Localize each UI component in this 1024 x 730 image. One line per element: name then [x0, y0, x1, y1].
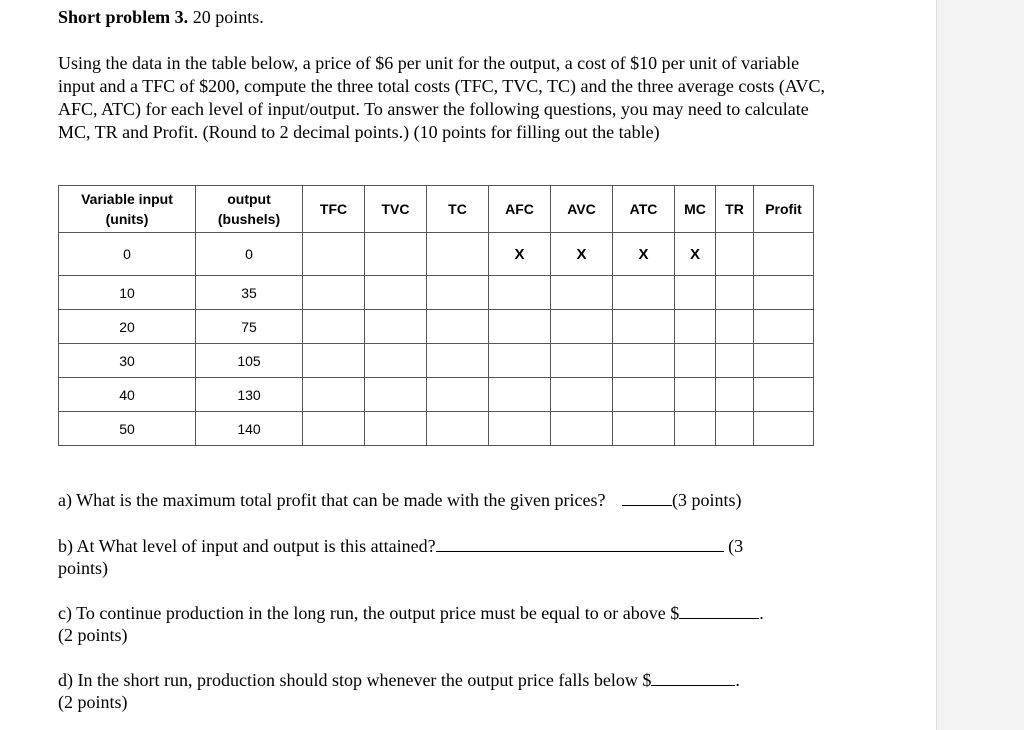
cell-profit[interactable] [754, 310, 814, 344]
cell-mc[interactable] [675, 344, 716, 378]
question-a: a) What is the maximum total profit that can be made with the given prices? (3 points) [58, 490, 742, 510]
question-d: d) In the short run, production should stop whenever the output price falls below $ . (2 points) [58, 670, 740, 712]
cell-output: 75 [196, 310, 303, 344]
table-row [59, 378, 814, 412]
cell-mc[interactable] [675, 378, 716, 412]
cell-mc[interactable] [675, 310, 716, 344]
header-variable-input: Variable input (units) [59, 186, 196, 233]
table-header-row [59, 186, 814, 233]
cell-output: 0 [196, 233, 303, 276]
right-side-panel [936, 0, 1024, 730]
cell-tvc[interactable] [365, 378, 427, 412]
cell-output: 140 [196, 412, 303, 446]
cell-profit[interactable] [754, 276, 814, 310]
cell-afc[interactable] [489, 378, 551, 412]
cell-avc[interactable] [551, 344, 613, 378]
cell-tfc[interactable] [303, 310, 365, 344]
question-b: b) At What level of input and output is this attained? (3 points) [58, 536, 744, 578]
cell-tc[interactable] [427, 233, 489, 276]
cell-input: 40 [59, 378, 196, 412]
cell-tfc[interactable] [303, 233, 365, 276]
cell-input: 50 [59, 412, 196, 446]
cell-tr[interactable] [716, 310, 754, 344]
cell-profit[interactable] [754, 412, 814, 446]
header-tc: TC [427, 186, 489, 233]
cell-input: 10 [59, 276, 196, 310]
cell-tr[interactable] [716, 276, 754, 310]
cell-avc-x: X [551, 233, 613, 276]
cell-tc[interactable] [427, 276, 489, 310]
cell-mc-x: X [675, 233, 716, 276]
cell-tc[interactable] [427, 412, 489, 446]
cell-avc[interactable] [551, 378, 613, 412]
cell-output: 130 [196, 378, 303, 412]
cell-tr[interactable] [716, 378, 754, 412]
cell-tvc[interactable] [365, 344, 427, 378]
cell-avc[interactable] [551, 310, 613, 344]
cell-tvc[interactable] [365, 276, 427, 310]
cell-input: 20 [59, 310, 196, 344]
cell-tc[interactable] [427, 310, 489, 344]
cell-tr[interactable] [716, 344, 754, 378]
cell-avc[interactable] [551, 412, 613, 446]
cell-input: 30 [59, 344, 196, 378]
problem-heading [58, 7, 264, 28]
cell-atc[interactable] [613, 276, 675, 310]
cell-output: 35 [196, 276, 303, 310]
cell-avc[interactable] [551, 276, 613, 310]
answer-b-blank[interactable] [436, 535, 724, 552]
answer-c-blank[interactable] [679, 602, 759, 619]
cell-atc[interactable] [613, 412, 675, 446]
table-row [59, 412, 814, 446]
cell-tfc[interactable] [303, 412, 365, 446]
cell-tvc[interactable] [365, 233, 427, 276]
cell-afc[interactable] [489, 276, 551, 310]
problem-title: Short problem 3. [58, 7, 189, 27]
cell-tvc[interactable] [365, 412, 427, 446]
cell-afc-x: X [489, 233, 551, 276]
cell-output: 105 [196, 344, 303, 378]
cell-tfc[interactable] [303, 344, 365, 378]
table-row [59, 344, 814, 378]
cell-atc[interactable] [613, 344, 675, 378]
header-avc: AVC [551, 186, 613, 233]
problem-points: 20 points. [192, 7, 264, 27]
cell-tr[interactable] [716, 412, 754, 446]
cell-tc[interactable] [427, 344, 489, 378]
cell-mc[interactable] [675, 412, 716, 446]
cell-afc[interactable] [489, 344, 551, 378]
cell-tc[interactable] [427, 378, 489, 412]
cell-tfc[interactable] [303, 276, 365, 310]
header-atc: ATC [613, 186, 675, 233]
cell-profit[interactable] [754, 378, 814, 412]
header-tr: TR [716, 186, 754, 233]
table-row [59, 233, 814, 276]
cell-afc[interactable] [489, 412, 551, 446]
table-row [59, 310, 814, 344]
cell-atc-x: X [613, 233, 675, 276]
header-output: output (bushels) [196, 186, 303, 233]
header-tfc: TFC [303, 186, 365, 233]
answer-a-blank[interactable] [622, 489, 672, 506]
cell-profit[interactable] [754, 344, 814, 378]
question-c: c) To continue production in the long run, the output price must be equal to or above $ . (2 points) [58, 603, 764, 645]
cell-atc[interactable] [613, 378, 675, 412]
cell-tr[interactable] [716, 233, 754, 276]
header-afc: AFC [489, 186, 551, 233]
cost-table [58, 185, 814, 446]
problem-instructions: Using the data in the table below, a price of $6 per unit for the output, a cost of $10 per unit of variable input and a TFC of $200, compute the three total costs (TFC, TVC, TC) and the three average costs (AVC, AFC, ATC) for each level of input/output. To answer the following questions, you may need to calculate MC, TR and Profit. (Round to 2 decimal points.) (10 points for filling out the table) [58, 53, 826, 142]
answer-d-blank[interactable] [651, 669, 735, 686]
cell-tvc[interactable] [365, 310, 427, 344]
cell-tfc[interactable] [303, 378, 365, 412]
table-row [59, 276, 814, 310]
cell-input: 0 [59, 233, 196, 276]
header-profit: Profit [754, 186, 814, 233]
header-tvc: TVC [365, 186, 427, 233]
cell-mc[interactable] [675, 276, 716, 310]
cell-afc[interactable] [489, 310, 551, 344]
cell-atc[interactable] [613, 310, 675, 344]
cell-profit[interactable] [754, 233, 814, 276]
header-mc: MC [675, 186, 716, 233]
